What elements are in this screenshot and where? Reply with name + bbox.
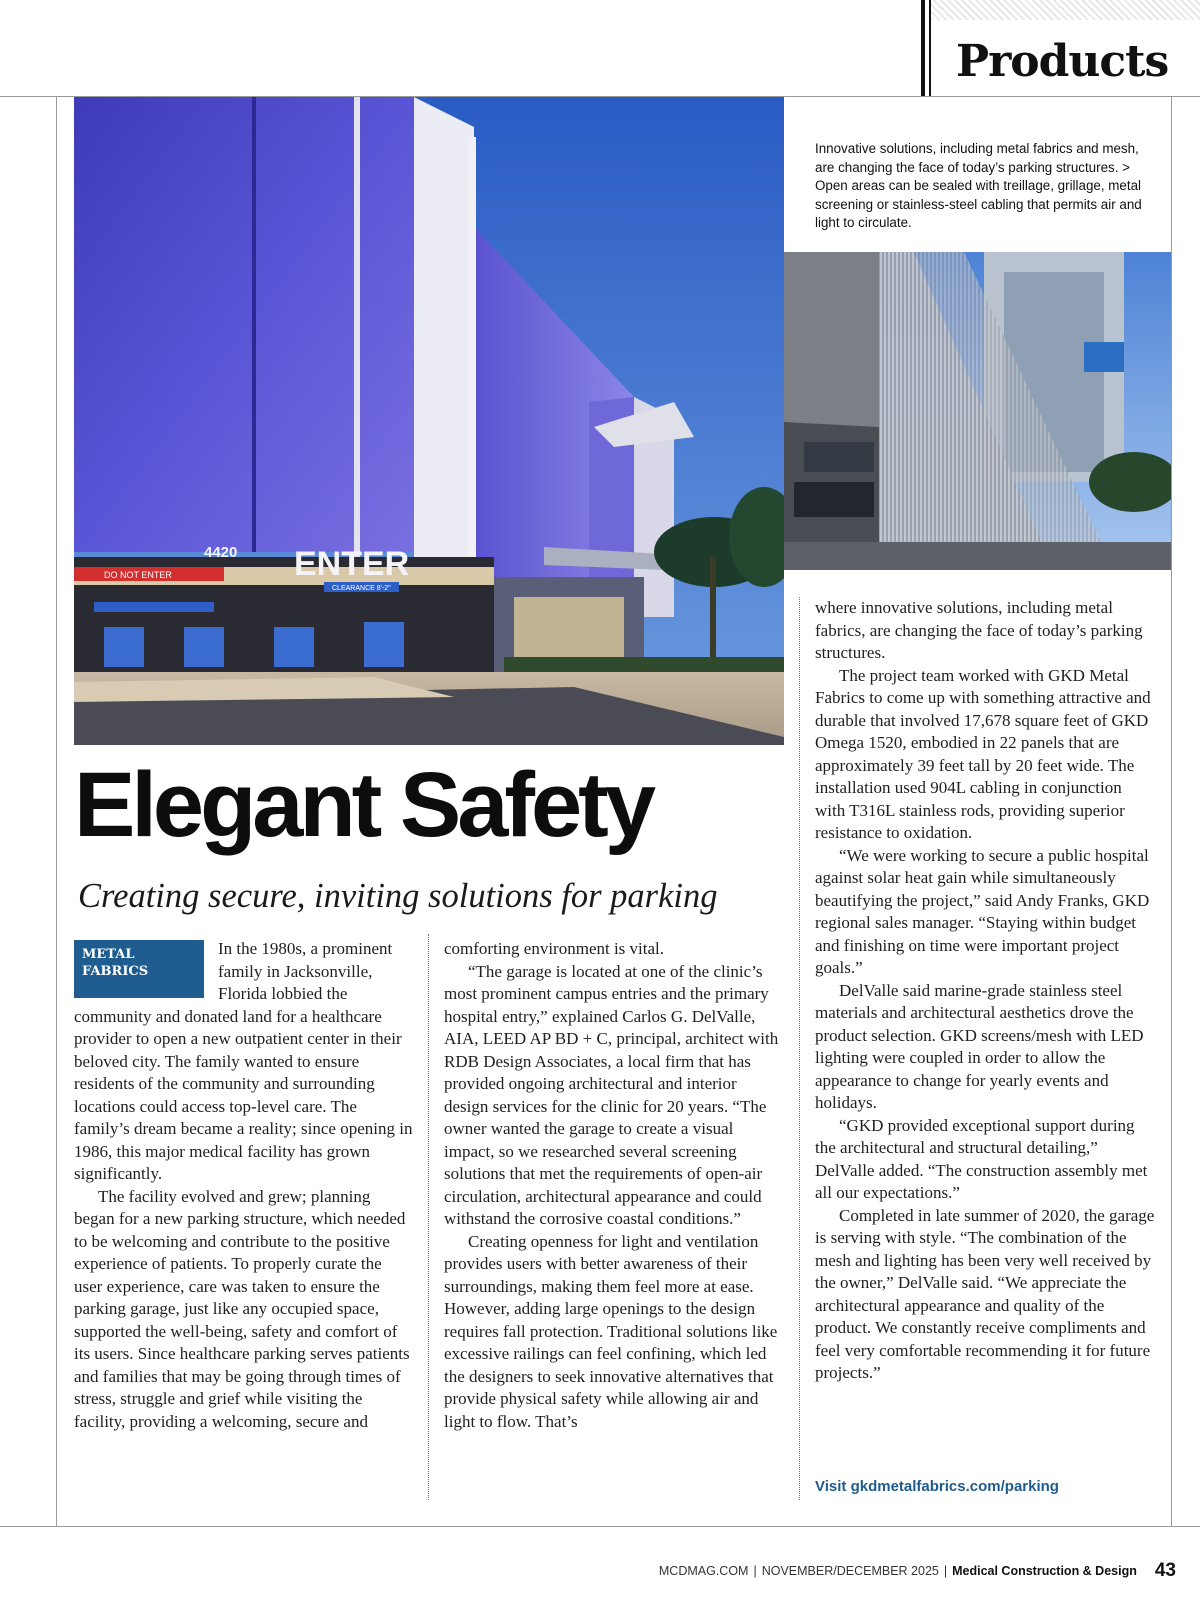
paragraph: Completed in late summer of 2020, the garage is serving with style. “The combination of the mesh and lighting has been very well received by the owner,” DelValle said. “We appreciate the architectural appearance and quality of the product. We constantly receive compliments and feel very comfortable recommending it for future projects.”	[815, 1205, 1155, 1382]
sign-number: 4420	[204, 544, 238, 561]
paragraph: “The garage is located at one of the clinic’s most prominent campus entries and the primary hospital entry,” explained Carlos G. DelValle, AIA, LEED AP BD + C, principal, architect with RDB Design Associates, a local firm that has provided ongoing architectural and interior design services for the clinic for 20 years. “The owner wanted the garage to create a visual impact, so we researched several screening solutions that met the requirements of open-air circulation, architectural appearance and could withstand the corrosive coastal conditions.”	[444, 961, 779, 1228]
footer-site: MCDMAG.COM	[658, 1564, 749, 1578]
article-deck: Creating secure, inviting solutions for parking	[78, 877, 718, 915]
paragraph: where innovative solutions, including metal fabrics, are changing the face of today’s parking structures.	[815, 598, 1143, 662]
visit-link[interactable]: Visit gkdmetalfabrics.com/parking	[815, 1478, 1059, 1495]
sign-clearance: CLEARANCE 8'-2"	[332, 585, 391, 592]
column-rule-1	[428, 934, 429, 1500]
article-column-2	[444, 938, 784, 1433]
side-photo-mesh-facade	[784, 252, 1171, 570]
category-tag	[74, 940, 204, 998]
paragraph: Creating openness for light and ventilation provides users with better awareness of their surroundings, making them feel more at ease. However, adding large openings to the design requires fall protection. Traditional solutions like excessive railings can feel confining, which led the designers to seek innovative alternatives that provide physical safety while allowing air and light to flow. That’s	[444, 1231, 778, 1431]
paragraph: In the 1980s, a prominent family in Jacksonville, Florida lobbied the community and donated land for a healthcare provider to open a new outpatient center in their beloved city. The family wanted to ensure residents of the community and surrounding locations could access top-level care. The family’s dream became a reality; since opening in 1986, this major medical facility has grown significantly.	[74, 939, 413, 1183]
footer-separator: |	[943, 1564, 948, 1578]
header-pattern	[931, 0, 1200, 20]
paragraph: “GKD provided exceptional support during the architectural and structural detailing,” DelValle added. “The construction assembly met all our expectations.”	[815, 1115, 1148, 1202]
footer-rule	[0, 1526, 1200, 1527]
article-column-3	[815, 597, 1155, 1385]
paragraph: comforting environment is vital.	[444, 939, 665, 958]
paragraph: The project team worked with GKD Metal Fabrics to come up with something attractive and durable that involved 17,678 square feet of GKD Omega 1520, embodied in 22 panels that are approximately 39 feet tall by 20 feet wide. The installation used 904L cabling in conjunction with T316L stainless rods, providing superior resistance to oxidation.	[815, 665, 1151, 842]
photo-caption: Innovative solutions, including metal fabrics and mesh, are changing the face of today’s parking structures. > Open areas can be sealed with treillage, grillage, metal screening or stainless-steel cabling that permits air and light to circulate.	[815, 141, 1142, 230]
article-headline: Elegant Safety	[74, 754, 652, 856]
paragraph: DelValle said marine-grade stainless steel materials and architectural aesthetics drove the product selection. GKD screens/mesh with LED lighting were coupled in order to allow the appearance to change for yearly events and holidays.	[815, 980, 1144, 1112]
sign-do-not-enter: DO NOT ENTER	[104, 570, 172, 580]
footer-separator: |	[753, 1564, 757, 1578]
main-photo-parking-garage	[74, 97, 784, 745]
page-number: 43	[1154, 1560, 1176, 1581]
footer-magazine: Medical Construction & Design	[952, 1564, 1137, 1578]
header-divider-thin	[929, 0, 931, 96]
frame-right-rule	[1171, 96, 1172, 1526]
page-footer	[659, 1560, 1176, 1582]
article-column-1	[74, 938, 414, 1433]
section-title: Products	[956, 36, 1169, 87]
footer-issue: NOVEMBER/DECEMBER 2025	[761, 1564, 939, 1578]
category-tag-line2: FABRICS	[82, 964, 149, 979]
sign-enter: ENTER	[294, 545, 410, 583]
column-rule-2	[799, 597, 800, 1500]
paragraph: The facility evolved and grew; planning began for a new parking structure, which needed to be welcoming and contribute to the positive experience of patients. To properly curate the user experience, care was taken to ensure the parking garage, just like any occupied space, supported the well-being, safety and comfort of its users. Since healthcare parking serves patients and families that may be going through times of stress, struggle and grief while visiting the facility, providing a welcoming, secure and	[74, 1186, 410, 1431]
header-divider	[921, 0, 925, 96]
category-tag-line1: METAL	[82, 947, 135, 962]
frame-left-rule	[56, 96, 57, 1526]
paragraph: “We were working to secure a public hospital against solar heat gain while simultaneously beautifying the project,” said Andy Franks, GKD regional sales manager. “Staying within budget and finishing on time were important project goals.”	[815, 845, 1150, 977]
